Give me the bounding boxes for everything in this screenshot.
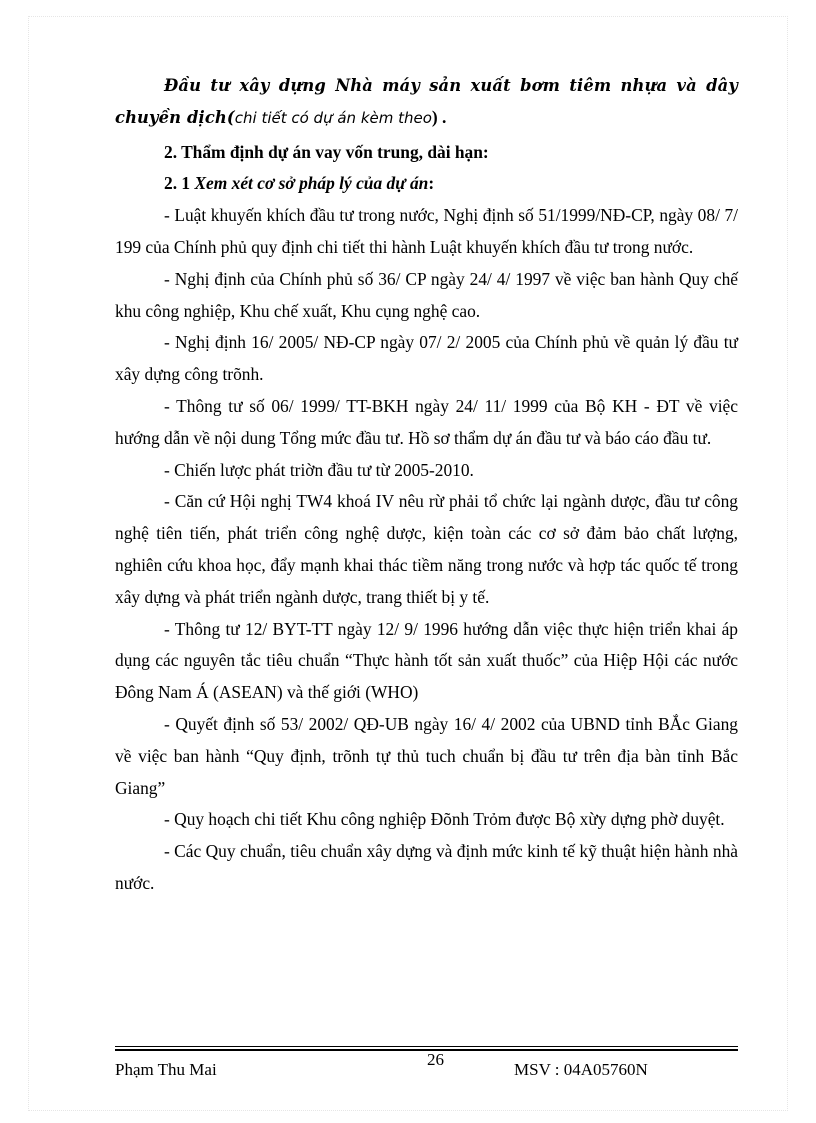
subsection-title: Xem xét cơ sở pháp lý của dự án xyxy=(194,173,429,194)
paragraph-tw4: - Căn cứ Hội nghị TW4 khoá IV nêu rừ phải tổ chức lại ngành dược, đầu tư công nghệ tiên tiến, phát triển công nghệ dược, kiện toàn các cơ sở đảm bảo chất lượng, nghiên cứu khoa học, đẩy mạnh khai thác tiềm năng trong nước và hợp tác quốc tế trong xây dựng và phát triển ngành dược, trang thiết bị y tế. xyxy=(115,491,738,607)
paragraph-decision-53: - Quyết định số 53/ 2002/ QĐ-UB ngày 16/ 4/ 2002 của UBND tỉnh BẮc Giang về việc ban hành “Quy định, trõnh tự thủ tuch chuẩn bị đầu tư trên địa bàn tỉnh Bắc Giang” xyxy=(115,713,738,798)
subsection-number: 2. 1 xyxy=(164,173,195,194)
paragraph-planning: - Quy hoạch chi tiết Khu công nghiệp Đõnh Trỏm được Bộ xừy dựng phờ duyệt. xyxy=(164,809,725,830)
footer-row xyxy=(115,1051,738,1081)
intro-note: chi tiết có dự án kèm theo xyxy=(234,108,432,127)
intro-paragraph xyxy=(115,70,738,135)
paragraph-decree-36: - Nghị định của Chính phủ số 36/ CP ngày 24/ 4/ 1997 về việc ban hành Quy chế khu công nghiệp, Khu chế xuất, Khu cụng nghệ cao. xyxy=(115,268,738,321)
section-heading: 2. Thẩm định dự án vay vốn trung, dài hạn: xyxy=(164,141,489,162)
intro-end: ) . xyxy=(431,106,447,127)
paragraph-standards: - Các Quy chuẩn, tiêu chuẩn xây dựng và định mức kinh tế kỹ thuật hiện hành nhà nước. xyxy=(115,841,738,893)
page-number: 26 xyxy=(427,1050,444,1069)
paragraph-circular-12: - Thông tư 12/ BYT-TT ngày 12/ 9/ 1996 hướng dẫn việc thực hiện triển khai áp dụng các nguyên tắc tiêu chuẩn “Thực hành tốt sản xuất thuốc” của Hiệp Hội các nước Đông Nam Á (ASEAN) và thế giới (WHO) xyxy=(115,618,738,703)
paragraph-strategy: - Chiến lược phát triờn đầu tư từ 2005-2010. xyxy=(164,459,474,480)
paragraph-circular-06: - Thông tư số 06/ 1999/ TT-BKH ngày 24/ 11/ 1999 của Bộ KH - ĐT về việc hướng dẫn về nội dung Tổng mức đầu tư. Hồ sơ thẩm dự án đầu tư và báo cáo đầu tư. xyxy=(115,395,738,448)
intro-title: Đầu tư xây dựng Nhà máy sản xuất bơm tiêm nhựa và dây chuyền dịch( xyxy=(115,76,738,127)
subsection-heading xyxy=(115,168,738,200)
document-body xyxy=(115,62,738,900)
paragraph-law-investment: - Luật khuyến khích đầu tư trong nước, Nghị định số 51/1999/NĐ-CP, ngày 08/ 7/ 199 của Chính phủ quy định chi tiết thi hành Luật khuyến khích đầu tư trong nước. xyxy=(115,205,738,257)
footer-rule-thin xyxy=(115,1046,738,1047)
paragraph-decree-16: - Nghị định 16/ 2005/ NĐ-CP ngày 07/ 2/ 2005 của Chính phủ về quản lý đầu tư xây dựng công trõnh. xyxy=(115,332,738,385)
page-footer xyxy=(115,1046,738,1081)
footer-author: Phạm Thu Mai xyxy=(115,1060,217,1079)
footer-student-id: MSV : 04A05760N xyxy=(514,1060,648,1079)
subsection-colon: : xyxy=(428,173,435,194)
